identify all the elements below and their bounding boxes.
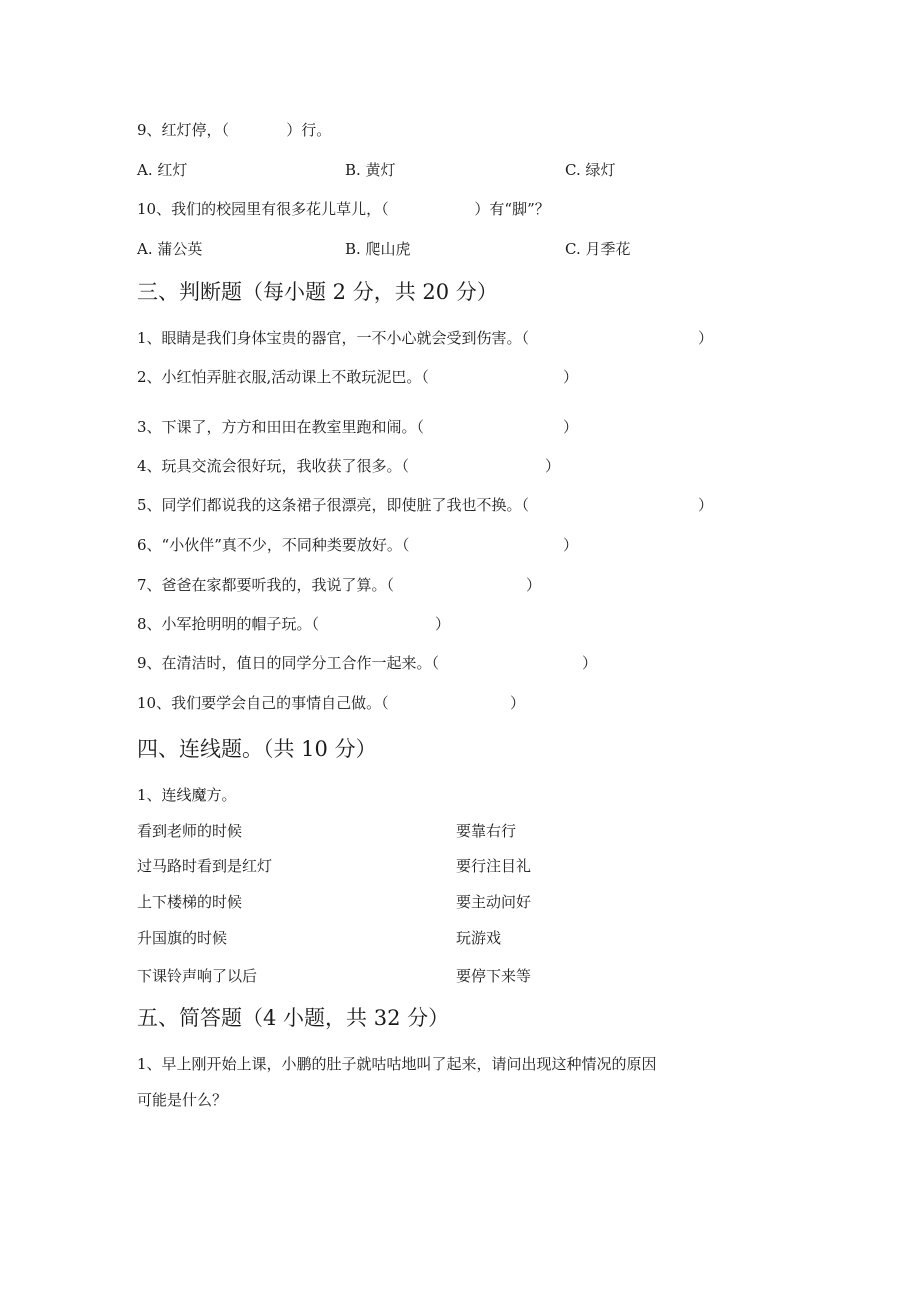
matching-right-3: 要主动问好 [456, 893, 532, 911]
short-answer-q1-line2: 可能是什么？ [137, 1091, 228, 1109]
judge-item-8: 8、小军抢明明的帽子玩。（ [137, 615, 320, 633]
matching-left-3: 上下楼梯的时候 [137, 893, 243, 911]
judge-item-10: 10、我们要学会自己的事情自己做。（ [137, 694, 389, 712]
q10-option-c: C. 月季花 [565, 240, 631, 258]
matching-left-2: 过马路时看到是红灯 [137, 857, 273, 875]
q9-option-a: A. 红灯 [137, 161, 188, 179]
q9-option-c: C. 绿灯 [565, 161, 616, 179]
judge-item-4-close: ） [545, 457, 561, 475]
judge-item-9-close: ） [582, 654, 598, 672]
judge-item-4: 4、玩具交流会很好玩，我收获了很多。（ [137, 457, 410, 475]
judge-item-9: 9、在清洁时，值日的同学分工合作一起来。（ [137, 654, 440, 672]
judge-item-8-close: ） [435, 615, 451, 633]
judge-item-1: 1、眼睛是我们身体宝贵的器官，一不小心就会受到伤害。（ [137, 329, 530, 347]
matching-left-4: 升国旗的时候 [137, 929, 228, 947]
judge-item-3: 3、下课了，方方和田田在教室里跑和闹。（ [137, 418, 425, 436]
section-4-title: 四、连线题。（共 10 分） [137, 737, 377, 761]
matching-question: 1、连线魔方。 [137, 786, 237, 804]
section-5-title: 五、简答题（4 小题，共 32 分） [137, 1006, 450, 1030]
judge-item-5-close: ） [698, 496, 714, 514]
matching-right-1: 要靠右行 [456, 822, 517, 840]
judge-item-10-close: ） [510, 694, 526, 712]
matching-right-5: 要停下来等 [456, 967, 532, 985]
matching-left-5: 下课铃声响了以后 [137, 967, 258, 985]
judge-item-3-close: ） [563, 418, 579, 436]
judge-item-6-close: ） [563, 536, 579, 554]
judge-item-1-close: ） [698, 329, 714, 347]
judge-item-5: 5、同学们都说我的这条裙子很漂亮，即使脏了我也不换。（ [137, 496, 530, 514]
matching-right-2: 要行注目礼 [456, 857, 532, 875]
matching-left-1: 看到老师的时候 [137, 822, 243, 840]
question-9-stem: 9、红灯停，（ ）行。 [137, 121, 332, 139]
short-answer-q1-line1: 1、早上刚开始上课，小鹏的肚子就咕咕地叫了起来，请问出现这种情况的原因 [137, 1055, 657, 1073]
q10-option-b: B. 爬山虎 [345, 240, 411, 258]
judge-item-2: 2、小红怕弄脏衣服,活动课上不敢玩泥巴。（ [137, 368, 429, 386]
question-10-stem: 10、我们的校园里有很多花儿草儿，（ ）有“脚”？ [137, 200, 550, 218]
judge-item-2-close: ） [563, 368, 579, 386]
judge-item-6: 6、“小伙伴”真不少，不同种类要放好。（ [137, 536, 410, 554]
q9-option-b: B. 黄灯 [345, 161, 396, 179]
q10-option-a: A. 蒲公英 [137, 240, 203, 258]
matching-right-4: 玩游戏 [456, 929, 502, 947]
judge-item-7-close: ） [526, 576, 542, 594]
section-3-title: 三、判断题（每小题 2 分，共 20 分） [137, 280, 498, 304]
judge-item-7: 7、爸爸在家都要听我的，我说了算。（ [137, 576, 395, 594]
